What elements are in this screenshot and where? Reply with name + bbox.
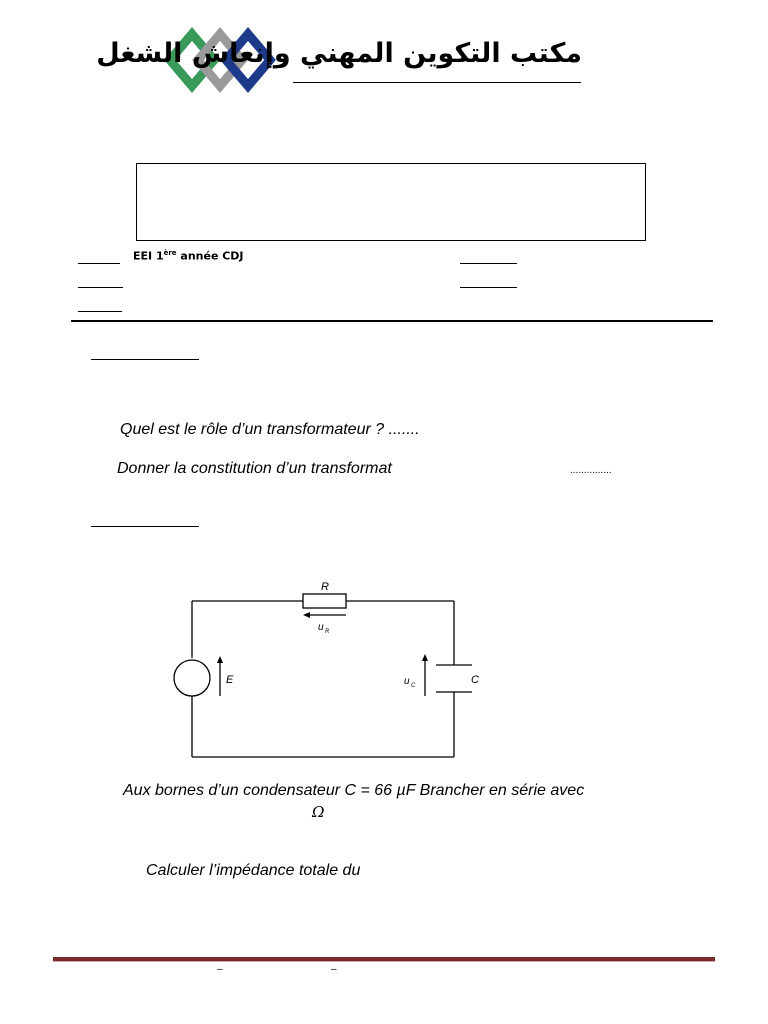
resistor-label: R — [321, 581, 329, 593]
header-rule — [293, 82, 581, 83]
uc-subscript: C — [411, 683, 416, 689]
info-line-2-right — [460, 287, 517, 288]
exercise-line-2: Calculer l’impédance totale du — [146, 862, 361, 879]
title-box — [136, 163, 646, 241]
info-line-2-left — [78, 287, 123, 288]
capacitor-label: C — [471, 674, 479, 686]
main-rule — [71, 320, 713, 322]
footer-dash-2: – — [331, 964, 337, 975]
question-1: Quel est le rôle d’un transformateur ? ....... — [120, 421, 420, 438]
info-line-1-left — [78, 263, 120, 264]
section-2-rule — [91, 526, 199, 527]
rc-circuit-diagram — [168, 576, 479, 762]
footer-rule — [53, 957, 715, 962]
class-label: EEI 1ère année CDJ — [133, 249, 244, 263]
omega-symbol: Ω — [312, 803, 325, 821]
footer-dash-1: – — [217, 964, 223, 975]
organization-name: مكتب التكوين المهني وإنعاش الشغل — [96, 38, 582, 69]
exercise-line-1: Aux bornes d’un condensateur C = 66 µF Brancher en série avec — [123, 782, 585, 799]
question-2: Donner la constitution d’un transformat — [117, 460, 392, 477]
info-line-3-left — [78, 311, 122, 312]
section-1-rule — [91, 359, 199, 360]
info-line-1-right — [460, 263, 517, 264]
ur-label: u — [318, 622, 324, 633]
source-label: E — [226, 674, 234, 686]
question-2-dots: ............... — [570, 465, 612, 476]
uc-label: u — [404, 676, 410, 687]
ur-subscript: R — [325, 629, 330, 635]
